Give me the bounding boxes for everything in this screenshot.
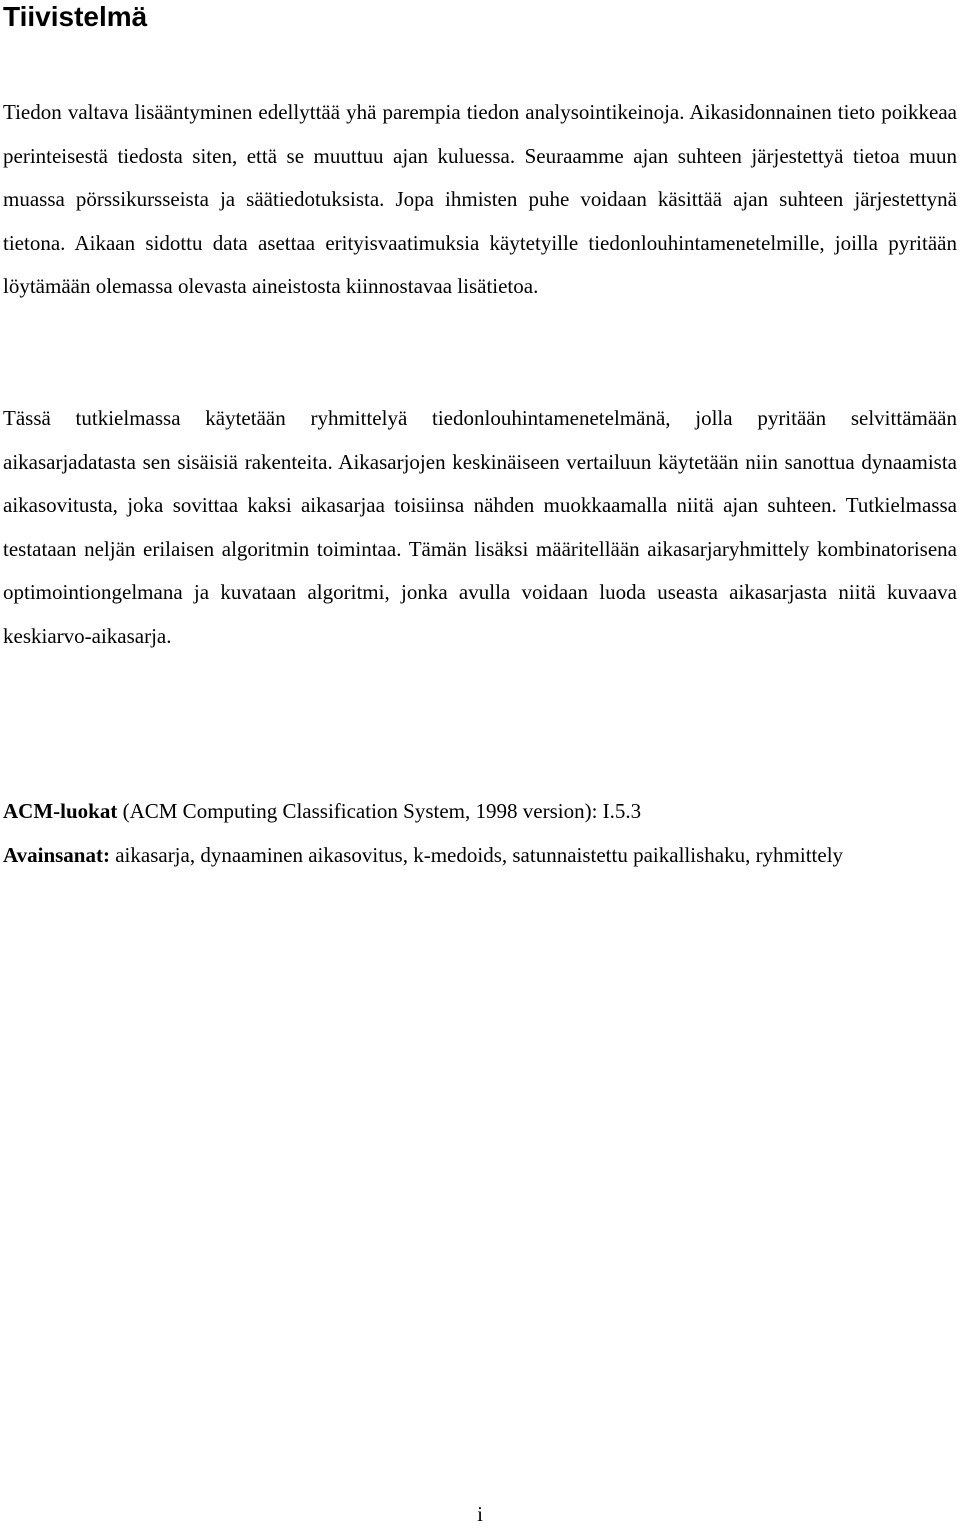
keywords [3,833,957,877]
abstract-paragraph-2: Tässä tutkielmassa käytetään ryhmittelyä tiedonlouhintamenetelmänä, jolla pyritään selvittämään aikasarjadatasta sen sisäisiä rakenteita. Aikasarjojen keskinäiseen vertailuun käytetään niin sanottua dynaamista aikasovitusta, joka sovittaa kaksi aikasarjaa toisiinsa nähden muokkaamalla niitä ajan suhteen. Tutkielmassa testataan neljän erilaisen algoritmin toimintaa. Tämän lisäksi määritellään aikasarjaryhmittely kombinatorisena optimointiongelmana ja kuvataan algoritmi, jonka avulla voidaan luoda useasta aikasarjasta niitä kuvaava keskiarvo-aikasarja. [3,406,957,648]
keywords-label: Avainsanat: [3,843,110,867]
acm-classification [3,789,957,833]
keywords-value: aikasarja, dynaaminen aikasovitus, k-medoids, satunnaistettu paikallishaku, ryhmittely [109,843,844,867]
acm-value: (ACM Computing Classification System, 1998 version): I.5.3 [117,799,642,823]
abstract-paragraph-1: Tiedon valtava lisääntyminen edellyttää yhä parempia tiedon analysointikeinoja. Aikasidonnainen tieto poikkeaa perinteisestä tiedosta siten, että se muuttuu ajan kuluessa. Seuraamme ajan suhteen järjestettyä tietoa muun muassa pörssikursseista ja säätiedotuksista. Jopa ihmisten puhe voidaan käsittää ajan suhteen järjestettynä tietona. Aikaan sidottu data asettaa erityisvaatimuksia käytetyille tiedonlouhintamenetelmille, joilla pyritään löytämään olemassa olevasta aineistosta kiinnostavaa lisätietoa. [3,100,957,299]
acm-label: ACM-luokat [3,799,118,823]
page-number: i [477,1502,483,1526]
page-title: Tiivistelmä [3,1,148,32]
